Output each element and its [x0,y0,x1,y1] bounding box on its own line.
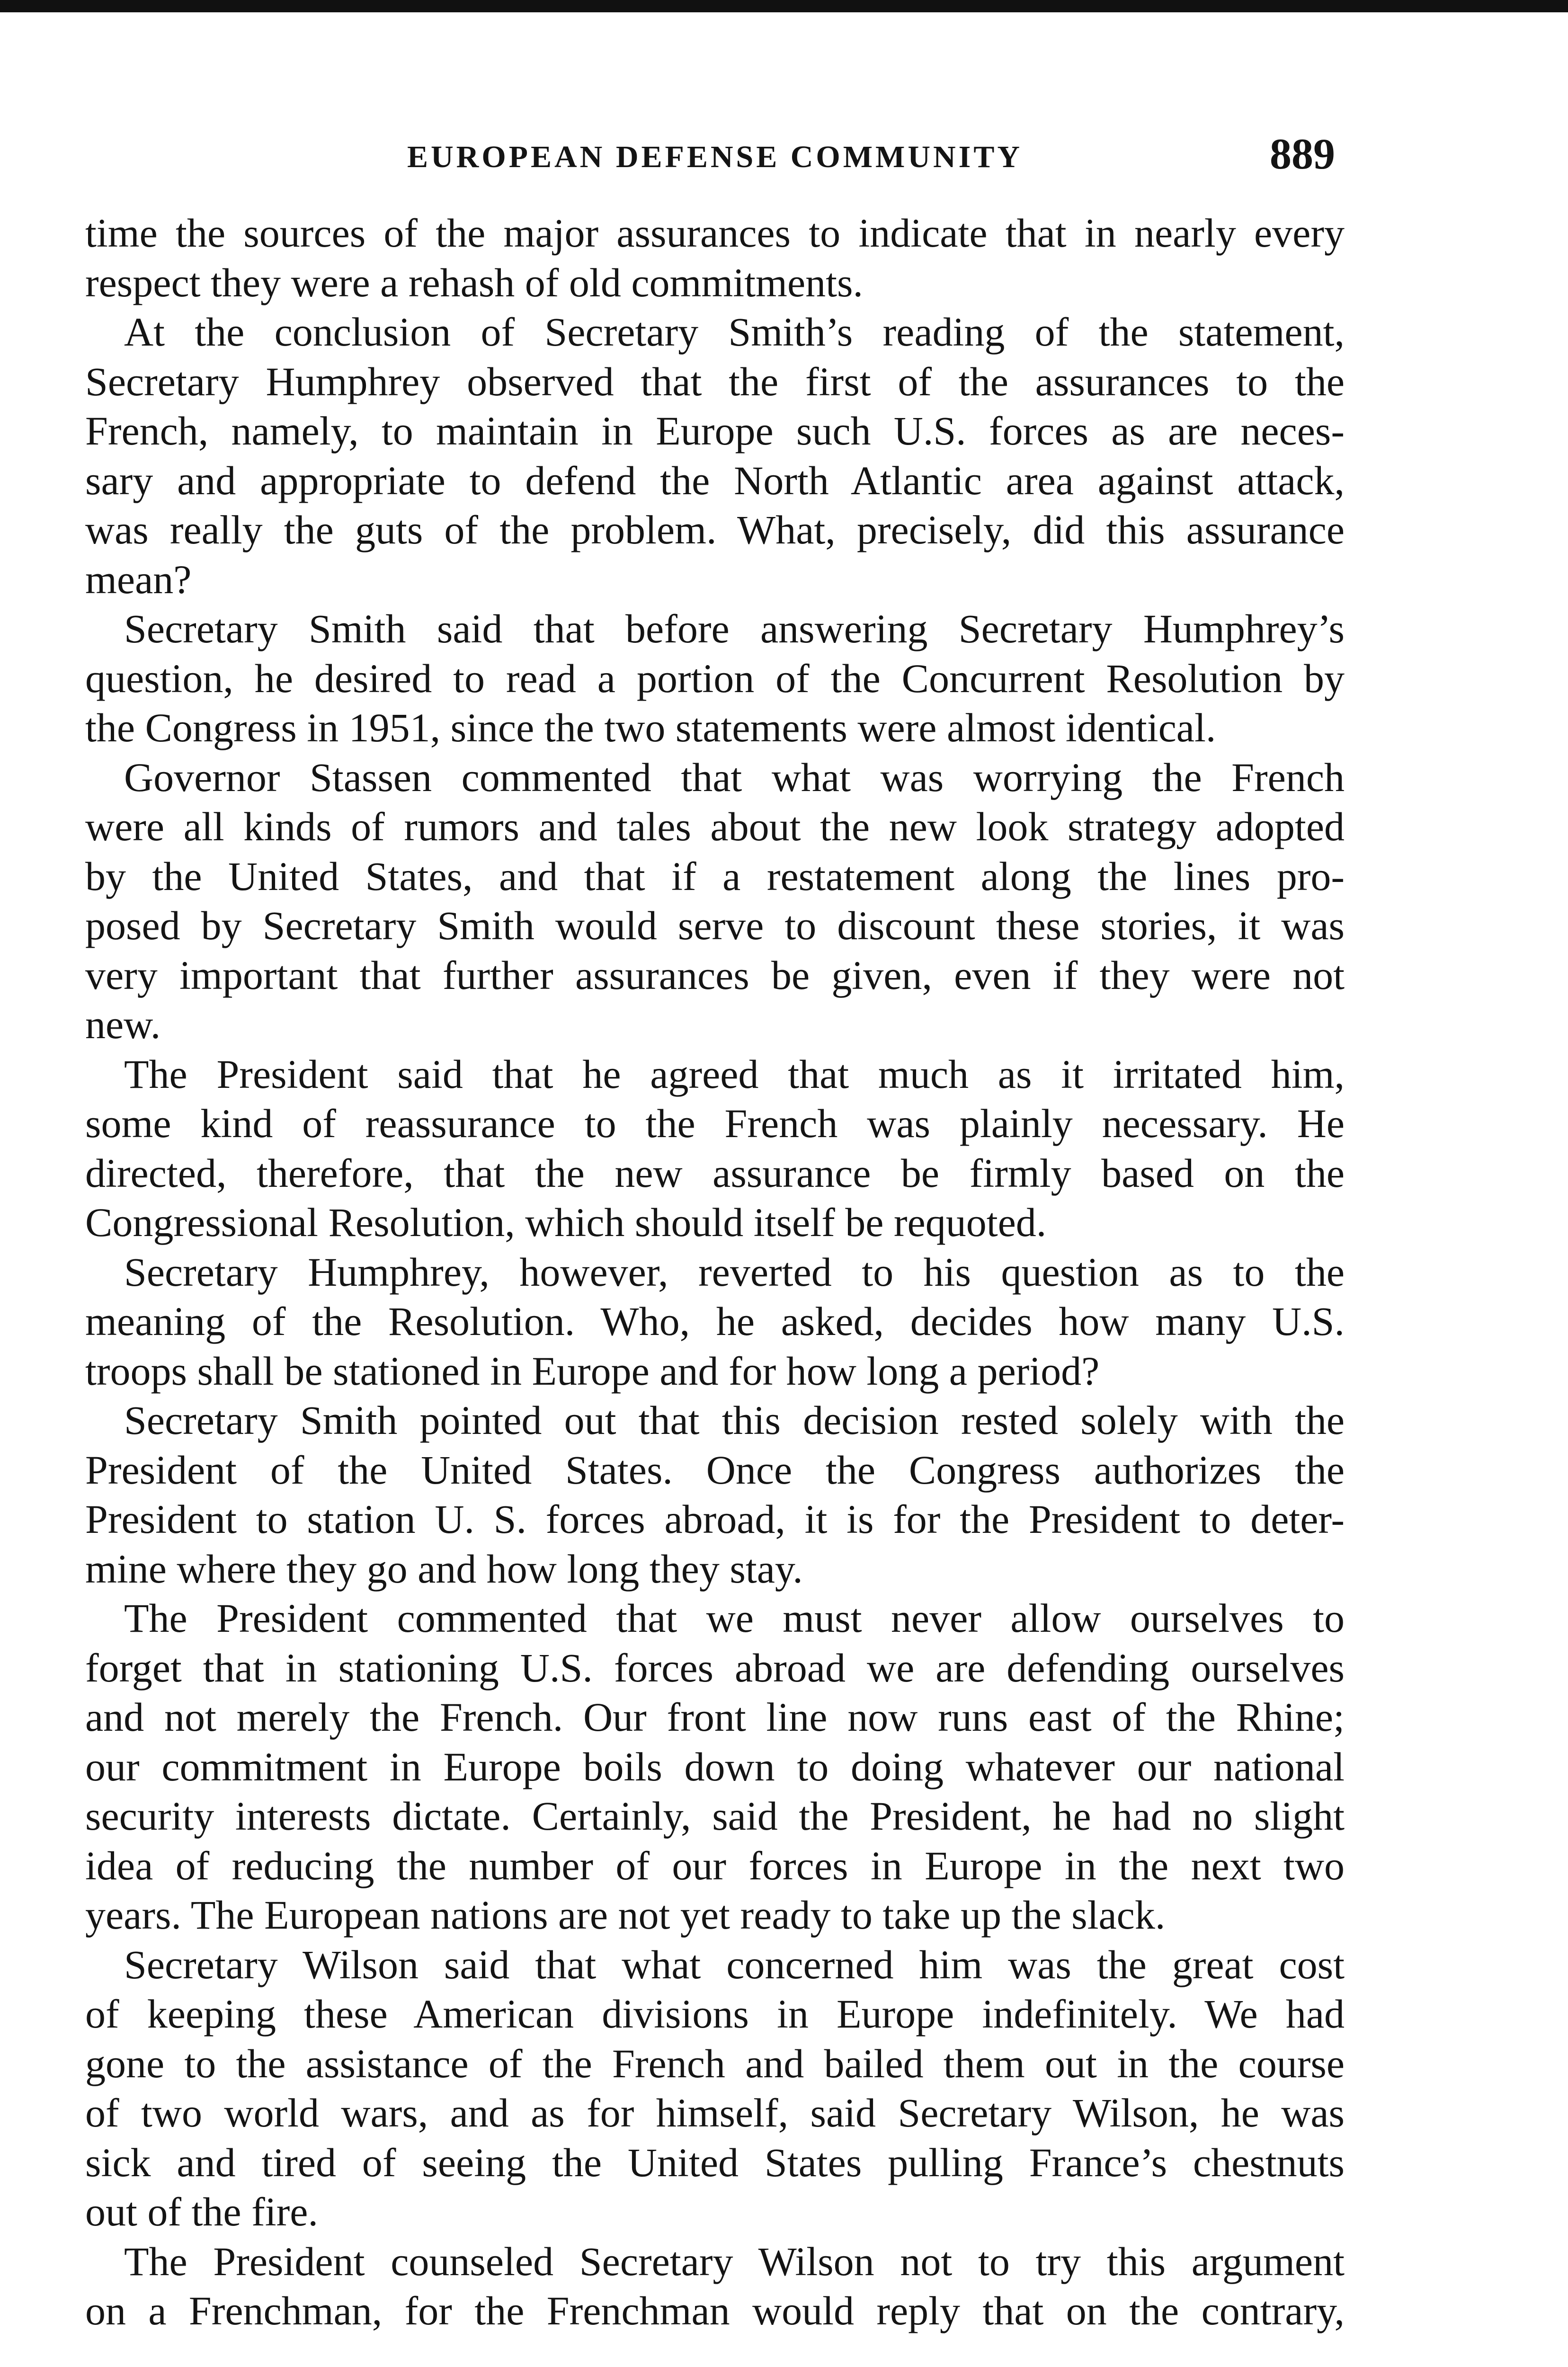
text-line: forget that in stationing U.S. forces abroad we are defending ourselves [85,1645,1345,1691]
text-line: question, he desired to read a portion of the Concurrent Resolution by [85,655,1345,701]
text-line: of keeping these American divisions in Europe indefinitely. We had [85,1991,1345,2037]
text-line: the Congress in 1951, since the two statements were almost identical. [85,705,1216,750]
text-line: Secretary Humphrey, however, reverted to his question as to the [124,1249,1345,1295]
text-line: security interests dictate. Certainly, said the President, he had no slight [85,1793,1345,1839]
text-line: Congressional Resolution, which should itself be requoted. [85,1200,1047,1245]
text-line: directed, therefore, that the new assurance be firmly based on the [85,1150,1345,1196]
text-line: Secretary Humphrey observed that the first of the assurances to the [85,358,1345,404]
text-line: Secretary Wilson said that what concerned him was the great cost [124,1941,1345,1987]
text-line: gone to the assistance of the French and bailed them out in the course [85,2040,1345,2086]
paragraph [85,2237,1345,2336]
text-line: The President said that he agreed that much as it irritated him, [124,1051,1345,1097]
text-line: and not merely the French. Our front line now runs east of the Rhine; [85,1694,1345,1740]
text-line: were all kinds of rumors and tales about the new look strategy adopted [85,804,1345,849]
text-line: very important that further assurances be given, even if they were not [85,952,1345,998]
text-line: on a Frenchman, for the Frenchman would reply that on the contrary, [85,2288,1345,2333]
paragraph [85,1396,1345,1593]
text-line: was really the guts of the problem. What, precisely, did this assurance [85,507,1345,552]
paragraph [85,753,1345,1050]
text-line: meaning of the Resolution. Who, he asked, decides how many U.S. [85,1299,1345,1344]
text-line: mean? [85,556,192,602]
text-line: President of the United States. Once the Congress authorizes the [85,1447,1345,1493]
text-line: time the sources of the major assurances to indicate that in nearly every [85,210,1345,256]
text-line: troops shall be stationed in Europe and for how long a period? [85,1348,1100,1394]
paragraph [85,604,1345,753]
text-line: Secretary Smith pointed out that this decision rested solely with the [124,1397,1345,1443]
text-line: new. [85,1002,161,1047]
text-line: our commitment in Europe boils down to doing whatever our national [85,1744,1345,1789]
text-line: mine where they go and how long they stay. [85,1546,803,1592]
text-line: respect they were a rehash of old commitments. [85,259,863,305]
text-line: posed by Secretary Smith would serve to discount these stories, it was [85,903,1345,948]
text-line: Secretary Smith said that before answering Secretary Humphrey’s [124,606,1345,651]
page-number: 889 [1270,130,1335,178]
top-page-rule [0,0,1568,12]
page-header [407,129,1335,181]
text-line: of two world wars, and as for himself, said Secretary Wilson, he was [85,2090,1345,2136]
running-head: EUROPEAN DEFENSE COMMUNITY [407,140,1023,174]
paragraph [85,307,1345,604]
paragraph [85,1940,1345,2237]
text-line: The President counseled Secretary Wilson not to try this argument [124,2238,1345,2284]
text-line: years. The European nations are not yet ready to take up the slack. [85,1892,1166,1938]
text-line: idea of reducing the number of our forces in Europe in the next two [85,1842,1345,1888]
paragraph [85,1247,1345,1396]
text-line: sick and tired of seeing the United States pulling France’s chestnuts [85,2139,1345,2185]
body-text [85,208,1345,2367]
paragraph [85,208,1345,307]
text-line: At the conclusion of Secretary Smith’s reading of the statement, [124,309,1345,355]
text-line: some kind of reassurance to the French was plainly necessary. He [85,1101,1345,1146]
text-line: French, namely, to maintain in Europe such U.S. forces as are neces- [85,408,1345,454]
text-line: Governor Stassen commented that what was worrying the French [124,754,1345,800]
paragraph [85,1593,1345,1940]
text-line: The President commented that we must never allow ourselves to [124,1595,1345,1641]
text-line: by the United States, and that if a restatement along the lines pro- [85,853,1345,899]
text-line: sary and appropriate to defend the North Atlantic area against attack, [85,457,1345,503]
text-line: out of the fire. [85,2189,318,2234]
paragraph [85,1050,1345,1247]
text-line: President to station U. S. forces abroad, it is for the President to deter- [85,1496,1345,1542]
